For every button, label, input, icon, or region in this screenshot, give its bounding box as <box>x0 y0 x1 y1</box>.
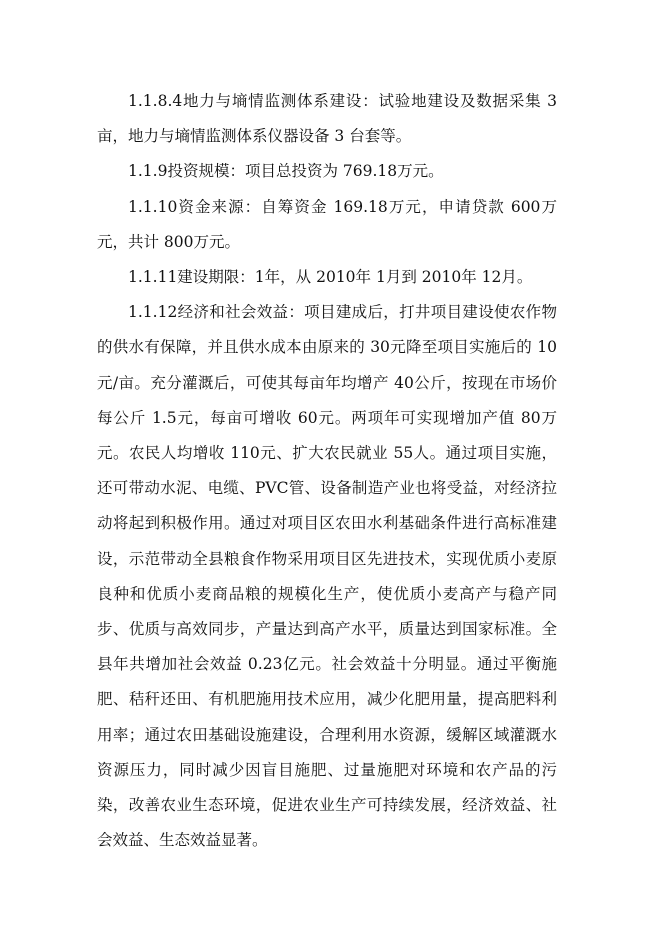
paragraph-economic-social-benefits: 1.1.12经济和社会效益：项目建成后，打井项目建设使农作物的供水有保障，并且供水成本由原来的 30元降至项目实施后的 10元/亩。充分灌溉后，可使其每亩年均增产 40公斤，按现在市场价每公斤 1.5元，每亩可增收 60元。两项年可实现增加产值 80万元。农民人均增收 110元、扩大农民就业 55人。通过项目实施，还可带动水泥、电缆、PVC管、设备制造产业也将受益，对经济拉动将起到积极作用。通过对项目区农田水利基础条件进行高标准建设，示范带动全县粮食作物采用项目区先进技术，实现优质小麦原良种和优质小麦商品粮的规模化生产，使优质小麦高产与稳产同步、优质与高效同步，产量达到高产水平，质量达到国家标准。全县年共增加社会效益 0.23亿元。社会效益十分明显。通过平衡施肥、秸秆还田、有机肥施用技术应用，减少化肥用量，提高肥料利用率；通过农田基础设施建设，合理利用水资源，缓解区域灌溉水资源压力，同时减少因盲目施肥、过量施肥对环境和农产品的污染，改善农业生态环境，促进农业生产可持续发展，经济效益、社会效益、生态效益显著。 <box>97 303 557 850</box>
paragraph-monitoring-system: 1.1.8.4地力与墒情监测体系建设：试验地建设及数据采集 3 亩，地力与墒情监测体系仪器设备 3 台套等。 <box>97 92 557 146</box>
paragraph-construction-period: 1.1.11建设期限：1年，从 2010年 1月到 2010年 12月。 <box>128 268 533 287</box>
paragraph-funding-source: 1.1.10资金来源：自筹资金 169.18万元，申请贷款 600万元，共计 800万元。 <box>97 197 557 251</box>
paragraph-investment-scale: 1.1.9投资规模：项目总投资为 769.18万元。 <box>128 162 444 181</box>
document-body <box>97 84 557 858</box>
